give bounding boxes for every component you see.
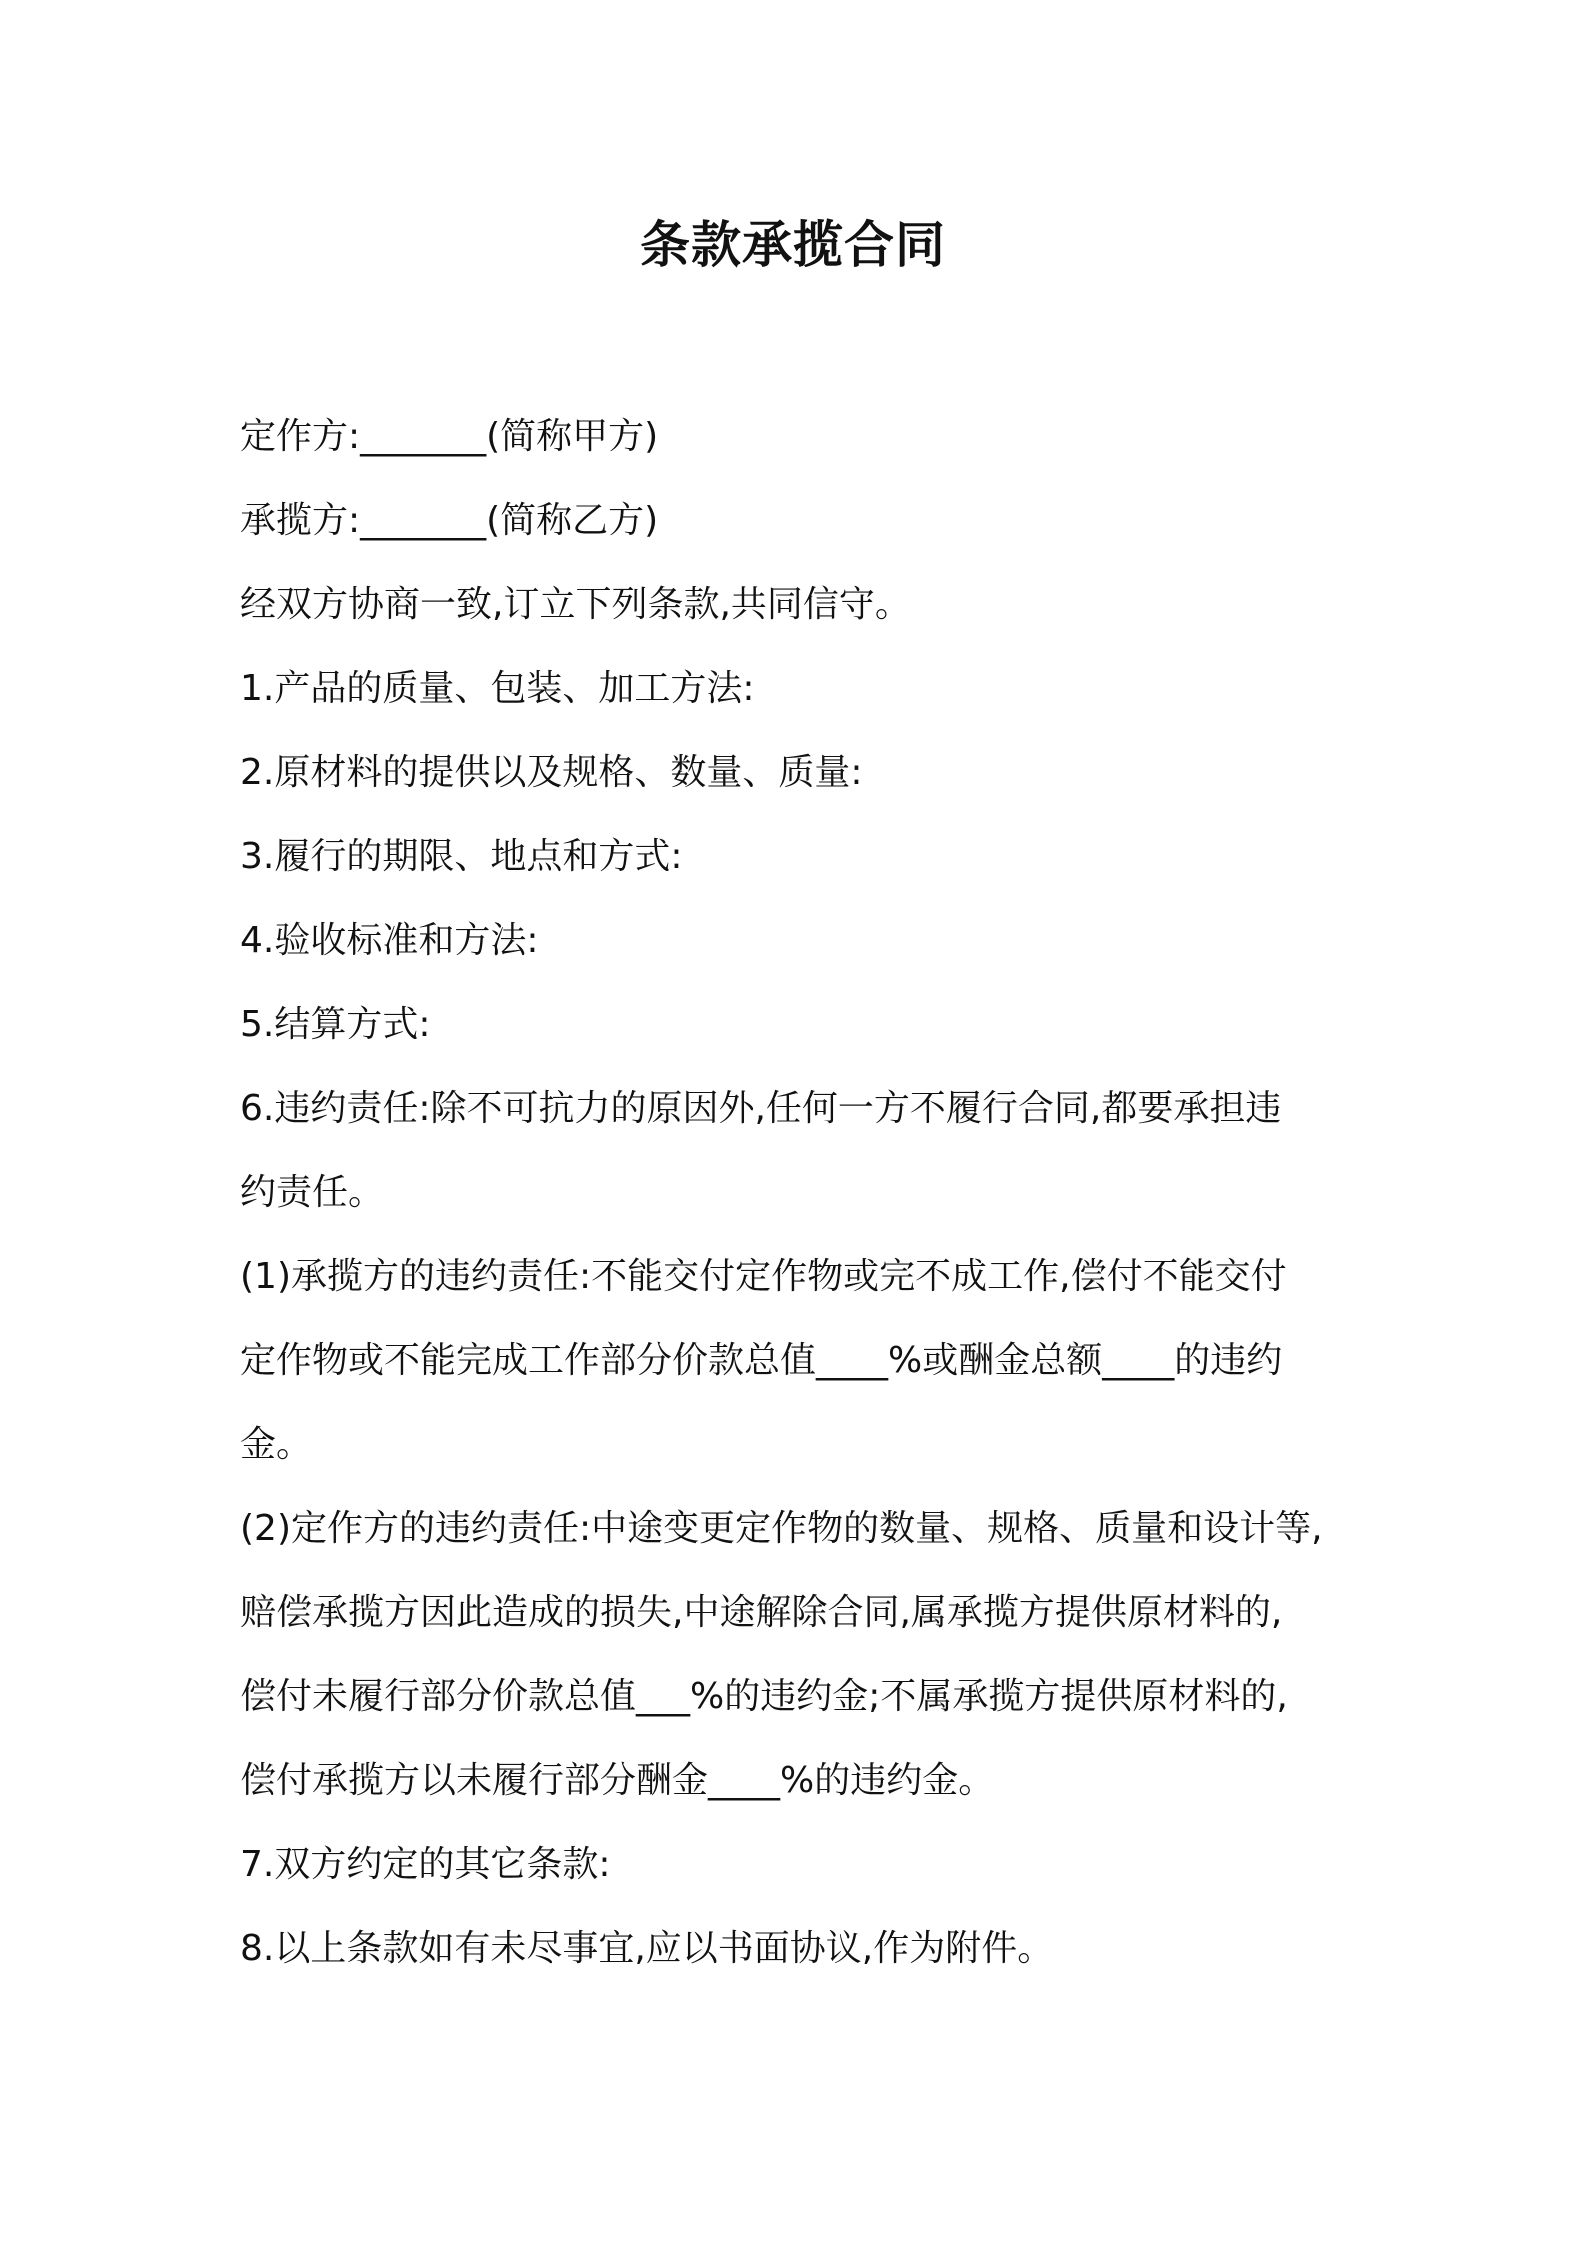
clause-6-line-1: 6.违约责任:除不可抗力的原因外,任何一方不履行合同,都要承担违 (240, 1088, 1282, 1129)
document-title: 条款承揽合同 (640, 216, 946, 274)
clause-5: 5.结算方式: (240, 1004, 431, 1045)
preamble-line: 经双方协商一致,订立下列条款,共同信守。 (240, 584, 911, 625)
clause-6-line-2: 约责任。 (240, 1172, 385, 1213)
clause-7: 7.双方约定的其它条款: (240, 1844, 611, 1885)
clause-6-2-line-1: (2)定作方的违约责任:中途变更定作物的数量、规格、质量和设计等, (240, 1508, 1323, 1549)
clause-6-1-line-1: (1)承揽方的违约责任:不能交付定作物或完不成工作,偿付不能交付 (240, 1256, 1287, 1297)
clause-1: 1.产品的质量、包装、加工方法: (240, 668, 755, 709)
clause-6-1-line-3: 金。 (240, 1424, 313, 1465)
clause-6-2-line-2: 赔偿承揽方因此造成的损失,中途解除合同,属承揽方提供原材料的, (240, 1592, 1283, 1633)
clause-4: 4.验收标准和方法: (240, 920, 539, 961)
clause-6-2-line-3: 偿付未履行部分价款总值___%的违约金;不属承揽方提供原材料的, (240, 1676, 1288, 1717)
clause-6-2-line-4: 偿付承揽方以未履行部分酬金____%的违约金。 (240, 1760, 995, 1801)
clause-8: 8.以上条款如有未尽事宜,应以书面协议,作为附件。 (240, 1928, 1054, 1969)
clause-2: 2.原材料的提供以及规格、数量、质量: (240, 752, 863, 793)
party-a-line: 定作方:_______(简称甲方) (240, 416, 659, 457)
party-b-line: 承揽方:_______(简称乙方) (240, 500, 659, 541)
clause-6-1-line-2: 定作物或不能完成工作部分价款总值____%或酬金总额____的违约 (240, 1340, 1283, 1381)
clause-3: 3.履行的期限、地点和方式: (240, 836, 683, 877)
